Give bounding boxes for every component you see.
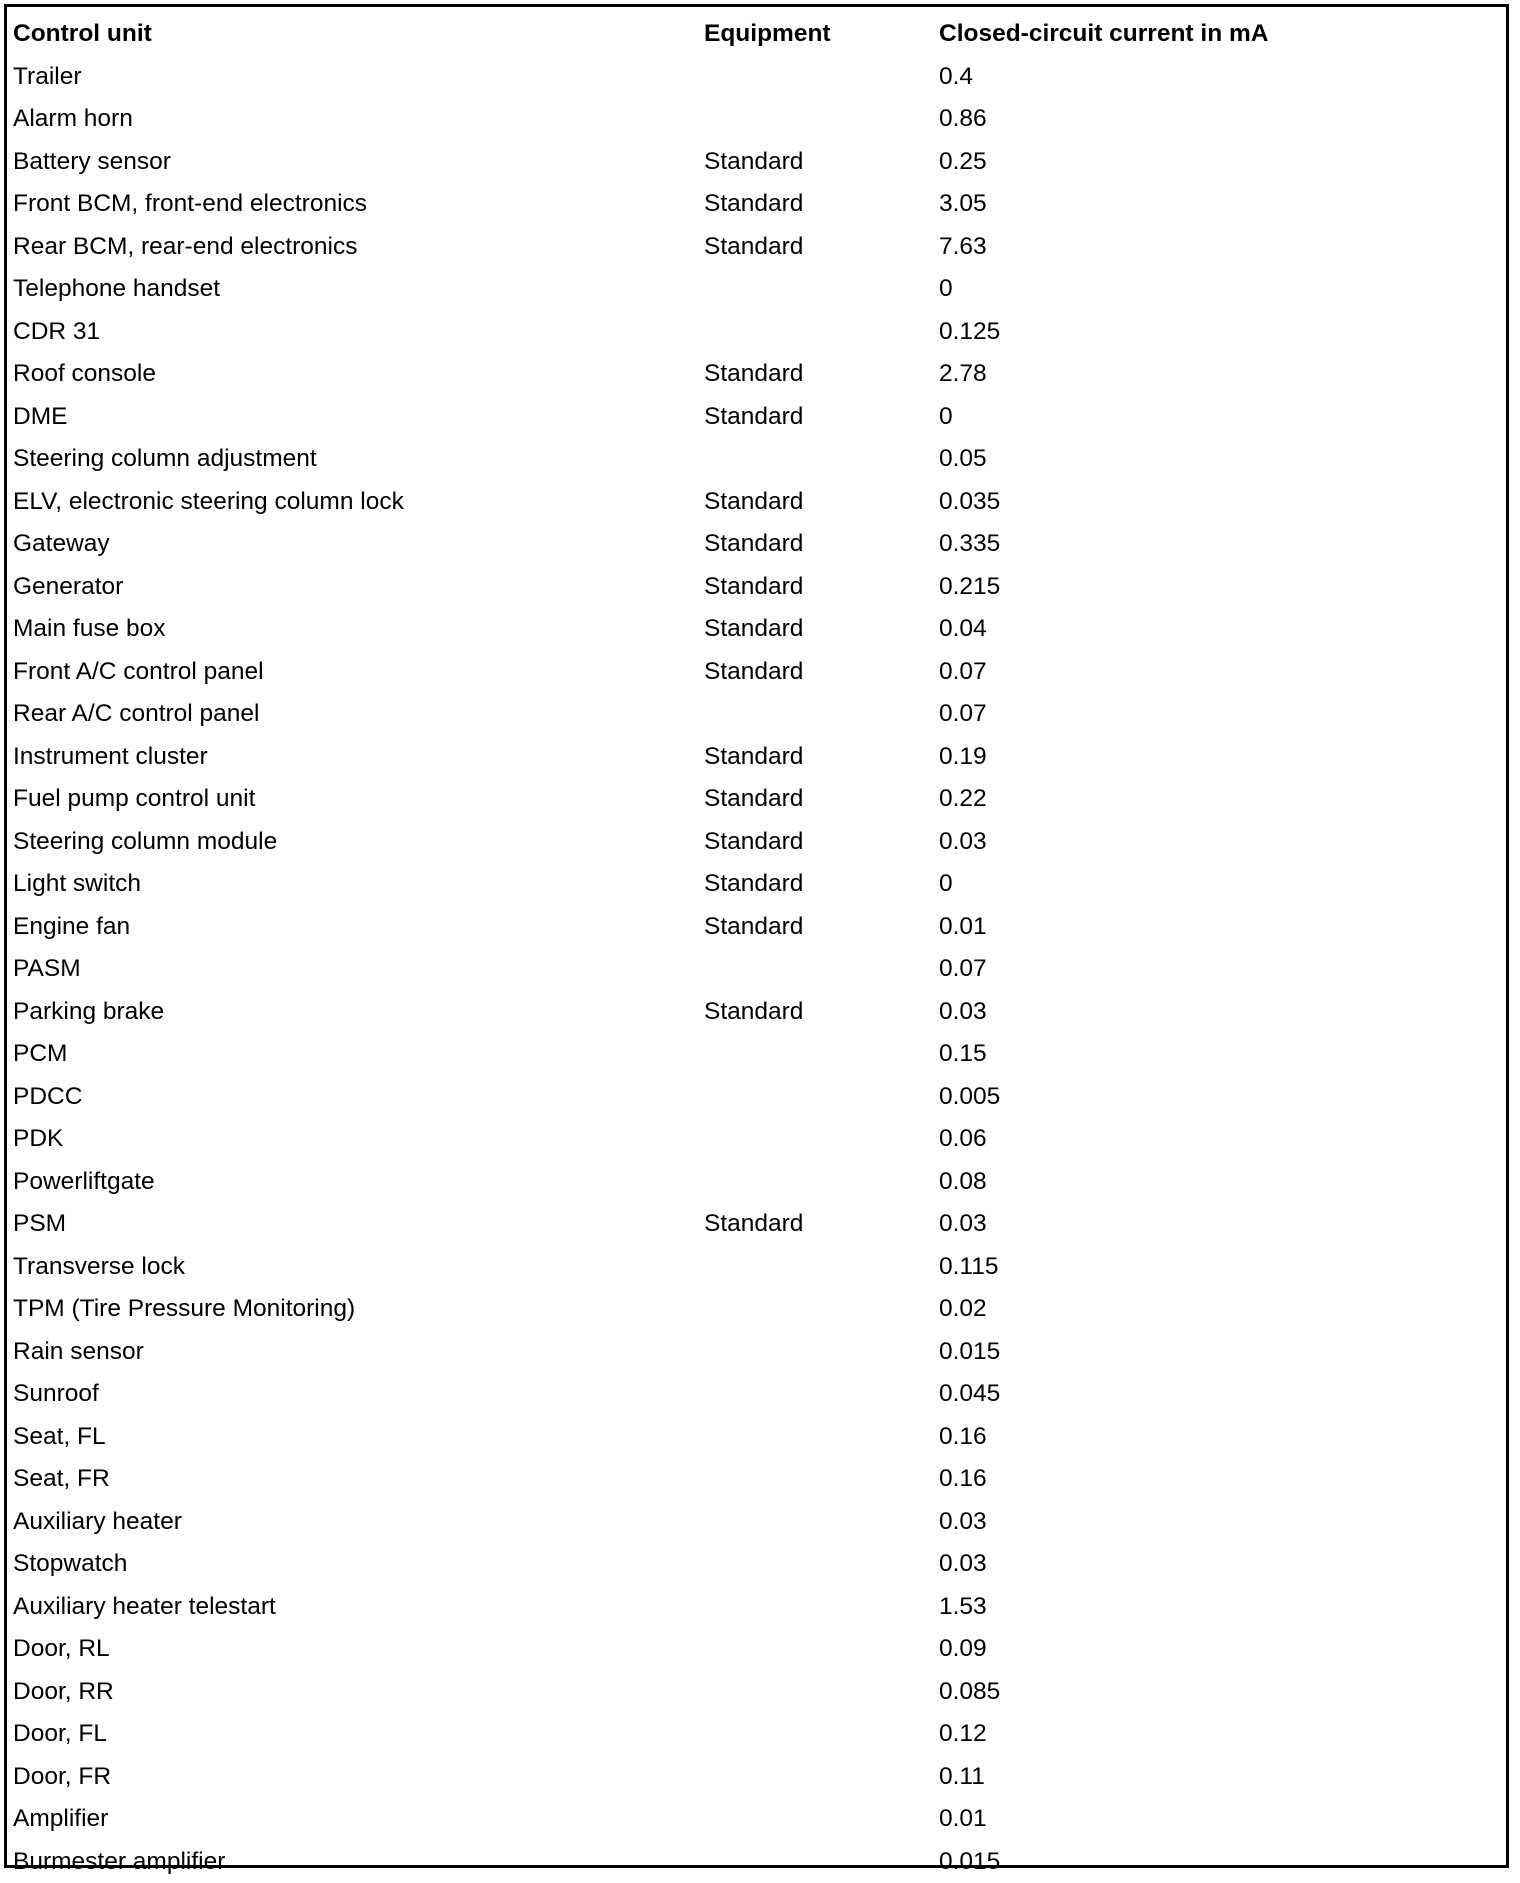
table-row [7, 1798, 1506, 1841]
cell-control-unit: Seat, FR [13, 1458, 110, 1501]
table-row [7, 1331, 1506, 1374]
cell-closed-circuit-current: 0.06 [939, 1118, 987, 1161]
cell-equipment: Standard [704, 1203, 803, 1246]
table-row [7, 141, 1506, 184]
cell-closed-circuit-current: 0.015 [939, 1331, 1000, 1374]
cell-equipment: Standard [704, 821, 803, 864]
cell-closed-circuit-current: 2.78 [939, 353, 987, 396]
table-row [7, 566, 1506, 609]
cell-control-unit: Instrument cluster [13, 736, 208, 779]
cell-equipment: Standard [704, 353, 803, 396]
table-row [7, 821, 1506, 864]
cell-closed-circuit-current: 0.4 [939, 56, 973, 99]
cell-control-unit: Light switch [13, 863, 141, 906]
table-row [7, 481, 1506, 524]
cell-control-unit: Parking brake [13, 991, 164, 1034]
cell-equipment: Standard [704, 481, 803, 524]
table-row [7, 1628, 1506, 1671]
cell-equipment: Standard [704, 141, 803, 184]
table-row [7, 1841, 1506, 1883]
cell-closed-circuit-current: 0.115 [939, 1246, 999, 1289]
cell-closed-circuit-current: 0.03 [939, 1501, 987, 1544]
cell-closed-circuit-current: 0.02 [939, 1288, 987, 1331]
cell-closed-circuit-current: 0.15 [939, 1033, 987, 1076]
cell-control-unit: Sunroof [13, 1373, 99, 1416]
table-row [7, 778, 1506, 821]
cell-control-unit: Rear BCM, rear-end electronics [13, 226, 357, 269]
cell-closed-circuit-current: 0.03 [939, 1203, 987, 1246]
table-row [7, 396, 1506, 439]
cell-closed-circuit-current: 0.19 [939, 736, 987, 779]
table-row [7, 1756, 1506, 1799]
table-header-row [7, 13, 1506, 56]
table-row [7, 1118, 1506, 1161]
cell-closed-circuit-current: 0.005 [939, 1076, 1000, 1119]
cell-closed-circuit-current: 0.07 [939, 651, 987, 694]
table-row [7, 991, 1506, 1034]
cell-control-unit: TPM (Tire Pressure Monitoring) [13, 1288, 355, 1331]
cell-equipment: Standard [704, 523, 803, 566]
cell-closed-circuit-current: 1.53 [939, 1586, 987, 1629]
cell-equipment: Standard [704, 396, 803, 439]
cell-closed-circuit-current: 0.08 [939, 1161, 987, 1204]
table-row [7, 1713, 1506, 1756]
cell-closed-circuit-current: 0.125 [939, 311, 1000, 354]
cell-closed-circuit-current: 0.045 [939, 1373, 1000, 1416]
cell-closed-circuit-current: 0.22 [939, 778, 987, 821]
table-row [7, 1076, 1506, 1119]
cell-closed-circuit-current: 3.05 [939, 183, 987, 226]
cell-equipment: Standard [704, 906, 803, 949]
cell-control-unit: PCM [13, 1033, 67, 1076]
cell-control-unit: Steering column adjustment [13, 438, 317, 481]
table-row [7, 1033, 1506, 1076]
cell-control-unit: Rain sensor [13, 1331, 144, 1374]
cell-closed-circuit-current: 0 [939, 268, 953, 311]
cell-control-unit: PASM [13, 948, 81, 991]
cell-closed-circuit-current: 0.03 [939, 991, 987, 1034]
table-row [7, 1458, 1506, 1501]
table-row [7, 438, 1506, 481]
cell-control-unit: Auxiliary heater telestart [13, 1586, 276, 1629]
cell-control-unit: PDCC [13, 1076, 82, 1119]
table-row [7, 1416, 1506, 1459]
cell-control-unit: PSM [13, 1203, 66, 1246]
table-row [7, 183, 1506, 226]
cell-closed-circuit-current: 0.215 [939, 566, 1000, 609]
cell-equipment: Standard [704, 608, 803, 651]
cell-closed-circuit-current: 0.16 [939, 1458, 987, 1501]
cell-closed-circuit-current: 0.03 [939, 821, 987, 864]
cell-equipment: Standard [704, 736, 803, 779]
cell-closed-circuit-current: 0.11 [939, 1756, 985, 1799]
table-row [7, 311, 1506, 354]
cell-closed-circuit-current: 0.01 [939, 1798, 987, 1841]
header-closed-circuit-current: Closed-circuit current in mA [939, 13, 1268, 56]
table-row [7, 608, 1506, 651]
cell-control-unit: Burmester amplifier [13, 1841, 225, 1883]
cell-control-unit: Stopwatch [13, 1543, 127, 1586]
cell-control-unit: DME [13, 396, 67, 439]
cell-control-unit: Auxiliary heater [13, 1501, 182, 1544]
cell-closed-circuit-current: 0 [939, 863, 953, 906]
cell-control-unit: Telephone handset [13, 268, 220, 311]
cell-control-unit: Transverse lock [13, 1246, 185, 1289]
cell-closed-circuit-current: 0.04 [939, 608, 987, 651]
cell-closed-circuit-current: 0.085 [939, 1671, 1000, 1714]
header-control-unit: Control unit [13, 13, 152, 56]
table-row [7, 98, 1506, 141]
cell-control-unit: Door, FL [13, 1713, 107, 1756]
cell-control-unit: Amplifier [13, 1798, 108, 1841]
cell-control-unit: Steering column module [13, 821, 277, 864]
cell-closed-circuit-current: 0.86 [939, 98, 987, 141]
table-row [7, 906, 1506, 949]
table-row [7, 1373, 1506, 1416]
cell-closed-circuit-current: 0 [939, 396, 953, 439]
table-row [7, 353, 1506, 396]
cell-equipment: Standard [704, 226, 803, 269]
cell-control-unit: Door, FR [13, 1756, 111, 1799]
table-row [7, 948, 1506, 991]
cell-control-unit: Battery sensor [13, 141, 171, 184]
table-row [7, 736, 1506, 779]
cell-equipment: Standard [704, 651, 803, 694]
cell-closed-circuit-current: 0.05 [939, 438, 987, 481]
cell-control-unit: Powerliftgate [13, 1161, 155, 1204]
table-row [7, 863, 1506, 906]
cell-control-unit: Main fuse box [13, 608, 166, 651]
table-row [7, 1586, 1506, 1629]
cell-closed-circuit-current: 0.015 [939, 1841, 1000, 1883]
cell-control-unit: Rear A/C control panel [13, 693, 260, 736]
cell-closed-circuit-current: 0.25 [939, 141, 987, 184]
table-row [7, 1288, 1506, 1331]
cell-equipment: Standard [704, 778, 803, 821]
cell-control-unit: Seat, FL [13, 1416, 106, 1459]
header-equipment: Equipment [704, 13, 831, 56]
table-row [7, 1671, 1506, 1714]
table-row [7, 56, 1506, 99]
cell-closed-circuit-current: 0.03 [939, 1543, 987, 1586]
cell-control-unit: CDR 31 [13, 311, 100, 354]
closed-circuit-current-table [4, 4, 1509, 1868]
cell-closed-circuit-current: 0.035 [939, 481, 1000, 524]
table-row [7, 693, 1506, 736]
cell-closed-circuit-current: 0.01 [939, 906, 987, 949]
cell-equipment: Standard [704, 863, 803, 906]
cell-equipment: Standard [704, 566, 803, 609]
cell-control-unit: ELV, electronic steering column lock [13, 481, 404, 524]
cell-closed-circuit-current: 0.07 [939, 693, 987, 736]
cell-control-unit: Front BCM, front-end electronics [13, 183, 367, 226]
cell-control-unit: Generator [13, 566, 123, 609]
cell-control-unit: Door, RL [13, 1628, 110, 1671]
table-row [7, 226, 1506, 269]
cell-closed-circuit-current: 0.335 [939, 523, 1000, 566]
cell-closed-circuit-current: 0.09 [939, 1628, 987, 1671]
table-row [7, 1246, 1506, 1289]
table-row [7, 651, 1506, 694]
cell-control-unit: PDK [13, 1118, 63, 1161]
cell-control-unit: Roof console [13, 353, 156, 396]
cell-closed-circuit-current: 0.16 [939, 1416, 987, 1459]
cell-control-unit: Engine fan [13, 906, 130, 949]
cell-control-unit: Door, RR [13, 1671, 114, 1714]
cell-control-unit: Front A/C control panel [13, 651, 264, 694]
table-row [7, 1161, 1506, 1204]
cell-closed-circuit-current: 7.63 [939, 226, 987, 269]
cell-closed-circuit-current: 0.12 [939, 1713, 987, 1756]
cell-control-unit: Trailer [13, 56, 82, 99]
cell-control-unit: Alarm horn [13, 98, 133, 141]
cell-equipment: Standard [704, 183, 803, 226]
table-row [7, 1501, 1506, 1544]
cell-control-unit: Gateway [13, 523, 110, 566]
cell-closed-circuit-current: 0.07 [939, 948, 987, 991]
cell-equipment: Standard [704, 991, 803, 1034]
table-row [7, 1203, 1506, 1246]
cell-control-unit: Fuel pump control unit [13, 778, 255, 821]
table-row [7, 1543, 1506, 1586]
table-row [7, 523, 1506, 566]
table-row [7, 268, 1506, 311]
